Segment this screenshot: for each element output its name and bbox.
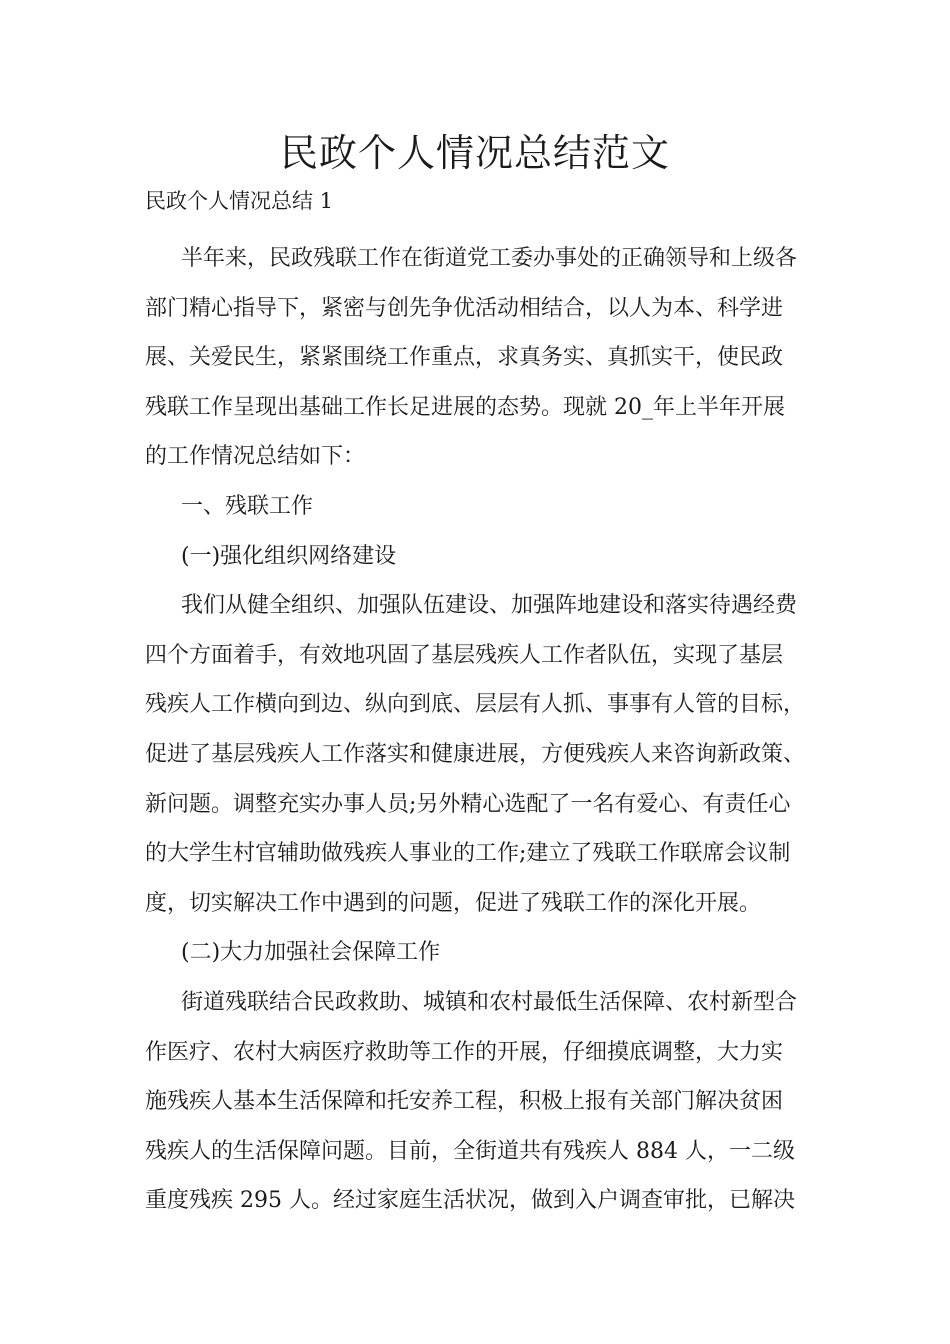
text-line: 半年来，民政残联工作在街道党工委办事处的正确领导和上级各	[181, 246, 798, 271]
subsection-heading: (二)大力加强社会保障工作	[181, 940, 441, 966]
text-line: 促进了基层残疾人工作落实和健康进展，方便残疾人来咨询新政策、	[145, 741, 806, 767]
text-line: 展、关爱民生，紧紧围绕工作重点，求真务实、真抓实干，使民政	[145, 345, 784, 371]
text-line: 作医疗、农村大病医疗救助等工作的开展，仔细摸底调整，大力实	[145, 1039, 784, 1065]
text-line: 残疾人工作横向到边、纵向到底、层层有人抓、事事有人管的目标，	[145, 692, 806, 718]
text-line: 度，切实解决工作中遇到的问题，促进了残联工作的深化开展。	[145, 890, 762, 916]
document-subtitle: 民政个人情况总结 1	[145, 189, 334, 213]
text-line: 残疾人的生活保障问题。目前，全街道共有残疾人 884 人，一二级	[145, 1138, 795, 1164]
text-line: 的大学生村官辅助做残疾人事业的工作;建立了残联工作联席会议制	[145, 841, 791, 867]
text-line: 部门精心指导下，紧密与创先争优活动相结合，以人为本、科学进	[145, 295, 784, 321]
document-body	[145, 234, 825, 1226]
text-line: 的工作情况总结如下：	[145, 444, 366, 470]
subsection-heading: (一)强化组织网络建设	[181, 543, 397, 569]
section-heading: 一、残联工作	[181, 493, 314, 519]
text-line: 我们从健全组织、加强队伍建设、加强阵地建设和落实待遇经费	[181, 593, 798, 619]
text-line: 街道残联结合民政救助、城镇和农村最低生活保障、农村新型合	[181, 989, 798, 1015]
text-line: 四个方面着手，有效地巩固了基层残疾人工作者队伍，实现了基层	[145, 642, 784, 668]
text-line: 施残疾人基本生活保障和托安养工程，积极上报有关部门解决贫困	[145, 1089, 784, 1115]
text-line: 新问题。调整充实办事人员;另外精心选配了一名有爱心、有责任心	[145, 791, 791, 817]
text-line: 残联工作呈现出基础工作长足进展的态势。现就 20_年上半年开展	[145, 394, 785, 420]
text-line: 重度残疾 295 人。经过家庭生活状况，做到入户调查审批，已解决	[145, 1188, 795, 1214]
document-title: 民政个人情况总结范文	[279, 131, 670, 175]
